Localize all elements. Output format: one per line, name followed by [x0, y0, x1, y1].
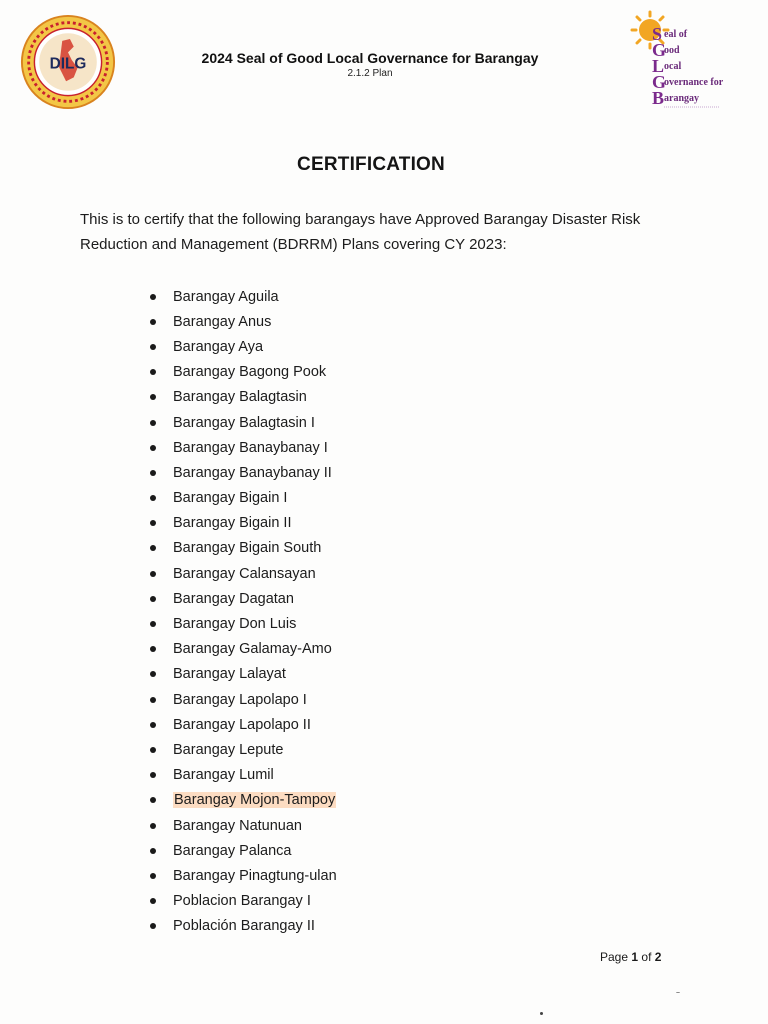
page-current: 1 [631, 950, 639, 964]
scan-speck [676, 992, 680, 993]
barangay-name: Barangay Bigain I [173, 490, 288, 507]
bullet-icon [150, 923, 156, 929]
certification-intro: This is to certify that the following barangays have Approved Barangay Disaster Risk Reduction and Management (BDRRM) Plans covering CY 2023: [80, 211, 641, 253]
list-item [150, 536, 337, 561]
list-item [150, 385, 337, 410]
page-total: 2 [654, 950, 662, 964]
barangay-name: Barangay Anus [173, 313, 272, 330]
bullet-icon [150, 722, 156, 728]
barangay-name: Barangay Banaybanay I [173, 439, 328, 456]
header-title: 2024 Seal of Good Local Governance for Barangay [201, 50, 539, 66]
barangay-name: Barangay Natunuan [173, 817, 302, 834]
barangay-name: Poblacion Barangay I [173, 893, 311, 910]
bullet-icon [150, 697, 156, 703]
list-item [150, 914, 337, 939]
sglgb-line-5: arangay [664, 93, 699, 104]
dilg-seal-logo [20, 14, 116, 110]
bullet-icon [150, 319, 156, 325]
page-number [600, 950, 661, 964]
list-item [150, 863, 337, 888]
barangay-name: Barangay Palanca [173, 842, 292, 859]
bullet-icon [150, 571, 156, 577]
sglgb-letter-s: S [652, 24, 663, 44]
barangay-name: Barangay Aguila [173, 288, 279, 305]
barangay-name: Barangay Don Luis [173, 616, 297, 633]
bullet-icon [150, 520, 156, 526]
barangay-name: Barangay Dagatan [173, 590, 294, 607]
bullet-icon [150, 797, 156, 803]
bullet-icon [150, 848, 156, 854]
barangay-name: Población Barangay II [173, 918, 315, 935]
list-item [150, 460, 337, 485]
list-item [150, 637, 337, 662]
bullet-icon [150, 671, 156, 677]
list-item [150, 410, 337, 435]
bullet-icon [150, 344, 156, 350]
list-item [150, 889, 337, 914]
barangay-name: Barangay Galamay-Amo [173, 641, 332, 658]
barangay-name: Barangay Balagtasin I [173, 414, 315, 431]
list-item [150, 838, 337, 863]
barangay-name: Barangay Lalayat [173, 666, 286, 683]
bullet-icon [150, 898, 156, 904]
barangay-name: Barangay Bigain South [173, 540, 322, 557]
bullet-icon [150, 545, 156, 551]
dilg-logo-text: DILG [49, 55, 87, 73]
list-item [150, 712, 337, 737]
scan-speck [540, 1012, 543, 1015]
sglgb-letter-g2: G [652, 72, 667, 92]
list-item [150, 486, 337, 511]
bullet-icon [150, 445, 156, 451]
bullet-icon [150, 294, 156, 300]
barangay-name: Barangay Balagtasin [173, 389, 307, 406]
list-item [150, 284, 337, 309]
list-item [150, 511, 337, 536]
bullet-icon [150, 495, 156, 501]
document-title: CERTIFICATION [297, 154, 445, 175]
bullet-icon [150, 747, 156, 753]
barangay-name: Barangay Pinagtung-ulan [173, 867, 337, 884]
list-item [150, 334, 337, 359]
barangay-name: Barangay Aya [173, 338, 264, 355]
list-item [150, 763, 337, 788]
barangay-name: Barangay Bigain II [173, 515, 292, 532]
bullet-icon [150, 420, 156, 426]
bullet-icon [150, 369, 156, 375]
bullet-icon [150, 646, 156, 652]
sglgb-letter-b: B [652, 88, 665, 108]
list-item [150, 435, 337, 460]
barangay-name: Barangay Lapolapo I [173, 691, 307, 708]
sglgb-line-4: overnance for [664, 77, 724, 88]
bullet-icon [150, 873, 156, 879]
bullet-icon [150, 596, 156, 602]
list-item [150, 309, 337, 334]
list-item [150, 586, 337, 611]
bullet-icon [150, 772, 156, 778]
bullet-icon [150, 621, 156, 627]
page-of: of [641, 950, 652, 964]
sglgb-line-2: ood [664, 45, 680, 56]
header-subtitle: 2.1.2 Plan [347, 68, 393, 79]
sglgb-line-3: ocal [664, 61, 682, 72]
list-item [150, 687, 337, 712]
list-item [150, 561, 337, 586]
bullet-icon [150, 470, 156, 476]
sglgb-letter-g1: G [652, 40, 667, 60]
sglgb-logo [628, 8, 746, 110]
list-item [150, 788, 337, 813]
sglgb-line-1: eal of [664, 29, 688, 40]
bullet-icon [150, 394, 156, 400]
barangay-name: Barangay Mojon-Tampoy [174, 792, 336, 809]
list-item [150, 737, 337, 762]
list-item [150, 662, 337, 687]
barangay-name: Barangay Lumil [173, 767, 274, 784]
barangay-name: Barangay Calansayan [173, 565, 316, 582]
barangay-name: Barangay Banaybanay II [173, 464, 332, 481]
list-item [150, 813, 337, 838]
barangay-list [150, 284, 337, 939]
barangay-name: Barangay Lepute [173, 741, 284, 758]
list-item [150, 360, 337, 385]
list-item [150, 611, 337, 636]
barangay-name: Barangay Lapolapo II [173, 716, 311, 733]
sglgb-letter-l: L [652, 56, 665, 76]
bullet-icon [150, 823, 156, 829]
barangay-name: Barangay Bagong Pook [173, 364, 327, 381]
page-label: Page [600, 950, 629, 964]
